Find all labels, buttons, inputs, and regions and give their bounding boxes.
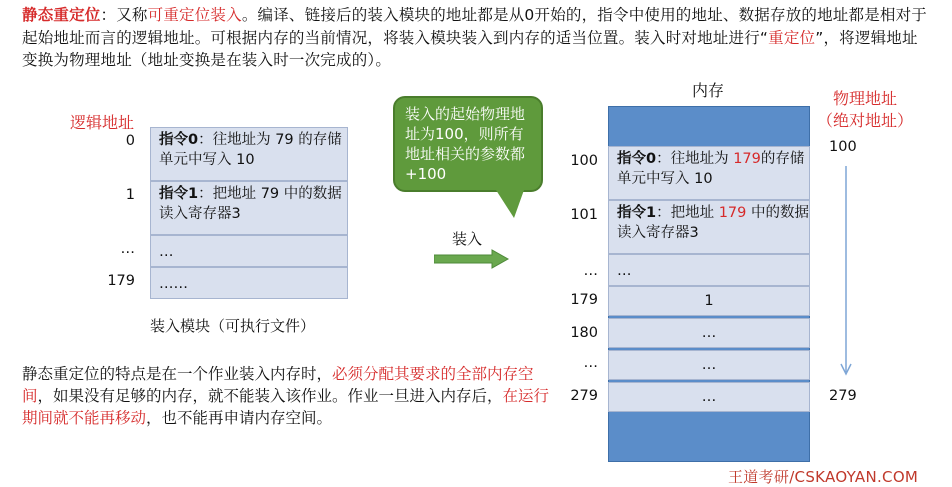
note-text-3: ，也不能再申请内存空间。 — [146, 409, 333, 427]
load-label: 装入 — [452, 230, 483, 248]
intro-term: 静态重定位 — [22, 6, 101, 24]
memory-addr-100: 100 — [570, 153, 598, 169]
memory-addr-ellipsis-1: … — [583, 263, 598, 279]
logical-cell-instr0 — [150, 127, 348, 181]
feature-note — [22, 363, 562, 429]
memory-instr0-pre: ：往地址为 — [656, 151, 734, 167]
physical-start: 100 — [829, 139, 857, 155]
physical-address-title — [806, 88, 924, 132]
logical-instr1-text: ：把地址 79 中的数据读入寄存器3 — [159, 186, 342, 222]
memory-cell-279: … — [608, 382, 810, 412]
physical-title-line1: 物理地址 — [832, 89, 897, 108]
logical-addr-0: 0 — [125, 133, 135, 149]
physical-title-line2: （绝对地址） — [816, 111, 913, 130]
memory-addr-179: 179 — [570, 292, 598, 308]
memory-cell-ellipsis-2: … — [608, 350, 810, 380]
physical-range-arrow-icon — [838, 166, 854, 382]
memory-addr-180: 180 — [570, 325, 598, 341]
memory-title: 内存 — [692, 81, 725, 100]
memory-addr-101: 101 — [570, 207, 598, 223]
logical-address-title: 逻辑地址 — [70, 113, 135, 132]
note-text-2: ，如果没有足够的内存，就不能装入该作业。作业一旦进入内存后， — [37, 387, 503, 405]
logical-cell-ellipsis: … — [150, 235, 348, 267]
intro-alias: 可重定位装入 — [147, 6, 242, 24]
note-highlight-1: 必须分配其要求的全部内存空间 — [22, 365, 534, 405]
memory-addr-ellipsis-2: … — [583, 355, 598, 371]
memory-instr0-num: 179 — [733, 151, 761, 167]
physical-end: 279 — [829, 388, 857, 404]
callout-bubble-tail — [496, 190, 524, 218]
memory-cell-instr0 — [608, 146, 810, 200]
memory-addr-279: 279 — [570, 388, 598, 404]
intro-text-1: ：又称 — [100, 6, 148, 24]
memory-cell-instr1 — [608, 200, 810, 254]
intro-paragraph — [22, 4, 932, 72]
logical-instr0-text: ：往地址为 79 的存储单元中写入 10 — [159, 132, 342, 168]
logical-cell-instr1 — [150, 181, 348, 235]
logical-instr1-head: 指令1 — [159, 186, 199, 202]
logical-cell-179: …… — [150, 267, 348, 299]
watermark: 王道考研/CSKAOYAN.COM — [728, 468, 919, 486]
memory-cell-179: 1 — [608, 286, 810, 316]
memory-instr1-pre: ：把地址 — [656, 205, 719, 221]
note-text-1: 静态重定位的特点是在一个作业装入内存时， — [22, 365, 333, 383]
logical-instr0-head: 指令0 — [159, 132, 199, 148]
callout-bubble: 装入的起始物理地址为100，则所有地址相关的参数都 +100 — [393, 96, 543, 192]
memory-instr1-post: 中的数据读入寄存器3 — [617, 205, 809, 241]
load-arrow-icon — [434, 249, 510, 269]
load-module-caption: 装入模块（可执行文件） — [150, 317, 316, 335]
intro-relocate: 重定位 — [768, 28, 816, 47]
memory-instr1-head: 指令1 — [617, 205, 657, 221]
memory-instr0-post: 的存储单元中写入 10 — [617, 151, 805, 187]
logical-addr-3: 179 — [107, 273, 135, 289]
intro-text-2: 。编译、链接后的装入模块的地址都是从0开始的，指令中使用的地址、数据存放的地址都是相对于起始地址而言的逻辑地址。可根据内存的当前情况，将装入模块装入到内存的适当位置。装入时对地址进行“ — [22, 6, 927, 47]
logical-addr-2: … — [120, 241, 135, 257]
memory-cell-180: … — [608, 318, 810, 348]
memory-cell-ellipsis-1: … — [608, 254, 810, 286]
memory-instr1-num: 179 — [718, 205, 747, 221]
note-highlight-2: 在运行期间就不能再移动 — [22, 387, 550, 427]
intro-text-3: ”，将逻辑地址变换为物理地址（地址变换是在装入时一次完成的）。 — [22, 28, 918, 69]
logical-addr-1: 1 — [125, 187, 135, 203]
memory-instr0-head: 指令0 — [617, 151, 657, 167]
